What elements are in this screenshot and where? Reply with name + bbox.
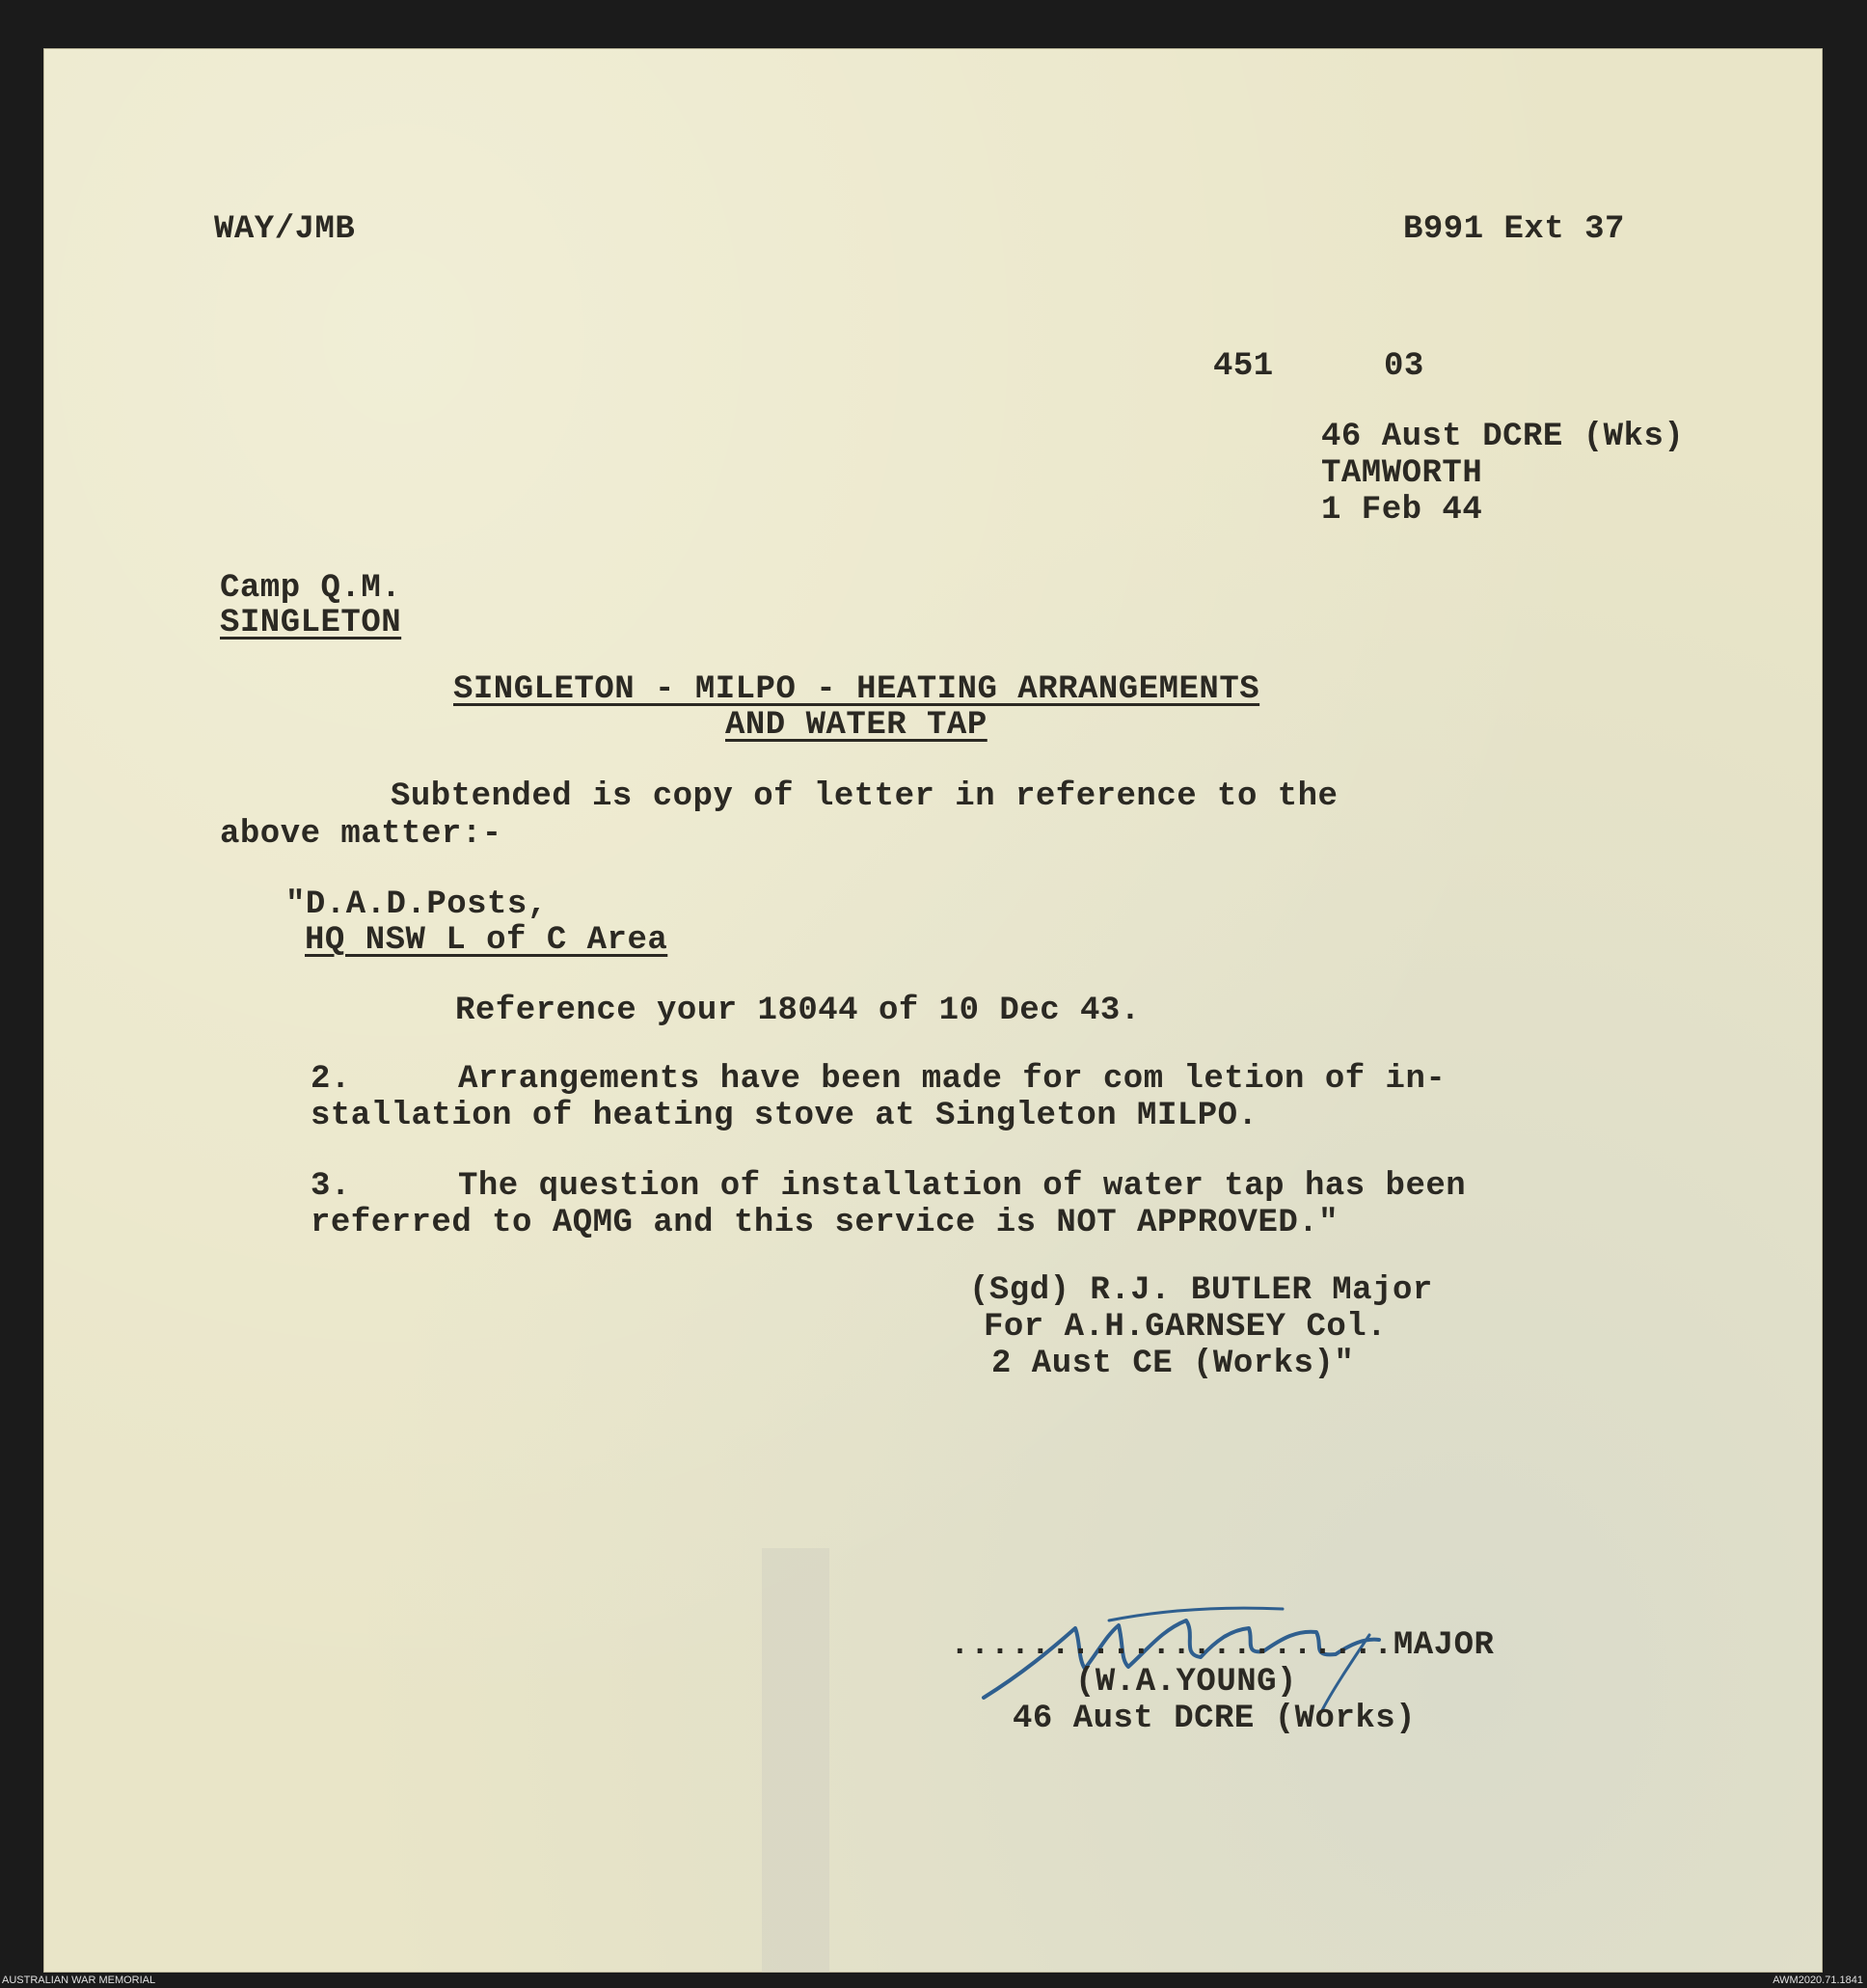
signature-name: (W.A.YOUNG) (1075, 1664, 1297, 1701)
footer-right: AWM2020.71.1841 (1772, 1974, 1863, 1986)
para3-line1: The question of installation of water tap has been (458, 1168, 1467, 1205)
file-number-a: 451 (1213, 348, 1274, 385)
intro-line2: above matter:- (220, 816, 502, 853)
paper-fold-shadow (762, 1548, 829, 1973)
subject-line1: SINGLETON - MILPO - HEATING ARRANGEMENTS (453, 671, 1260, 708)
para2-number: 2. (311, 1061, 351, 1098)
quote-to-line1: "D.A.D.Posts, (285, 886, 548, 923)
addressee-line2: SINGLETON (220, 605, 402, 641)
para3-number: 3. (311, 1168, 351, 1205)
quoted-signature-line3: 2 Aust CE (Works)" (991, 1346, 1355, 1382)
from-unit: 46 Aust DCRE (Wks) (1321, 419, 1685, 455)
from-place: TAMWORTH (1321, 455, 1483, 492)
subject-line2: AND WATER TAP (725, 707, 988, 744)
quote-to-line2: HQ NSW L of C Area (305, 922, 668, 959)
reference-line: Reference your 18044 of 10 Dec 43. (455, 993, 1141, 1029)
signature-unit: 46 Aust DCRE (Works) (1013, 1701, 1417, 1737)
para2-line1: Arrangements have been made for com letion of in- (458, 1061, 1447, 1098)
quoted-signature-line2: For A.H.GARNSEY Col. (984, 1309, 1388, 1346)
intro-line1: Subtended is copy of letter in reference to the (391, 778, 1339, 815)
letter-date: 1 Feb 44 (1321, 492, 1483, 529)
addressee-line1: Camp Q.M. (220, 570, 402, 607)
para3-line2: referred to AQMG and this service is NOT APPROVED." (311, 1205, 1339, 1241)
file-number-b: 03 (1384, 348, 1424, 385)
footer-left: AUSTRALIAN WAR MEMORIAL (2, 1974, 156, 1986)
ref-left: WAY/JMB (214, 211, 356, 248)
quoted-signature-line1: (Sgd) R.J. BUTLER Major (969, 1272, 1433, 1309)
signature-dots-rank: ......................MAJOR (950, 1627, 1495, 1664)
para2-line2: stallation of heating stove at Singleton MILPO. (311, 1098, 1258, 1134)
ref-right: B991 Ext 37 (1403, 211, 1625, 248)
